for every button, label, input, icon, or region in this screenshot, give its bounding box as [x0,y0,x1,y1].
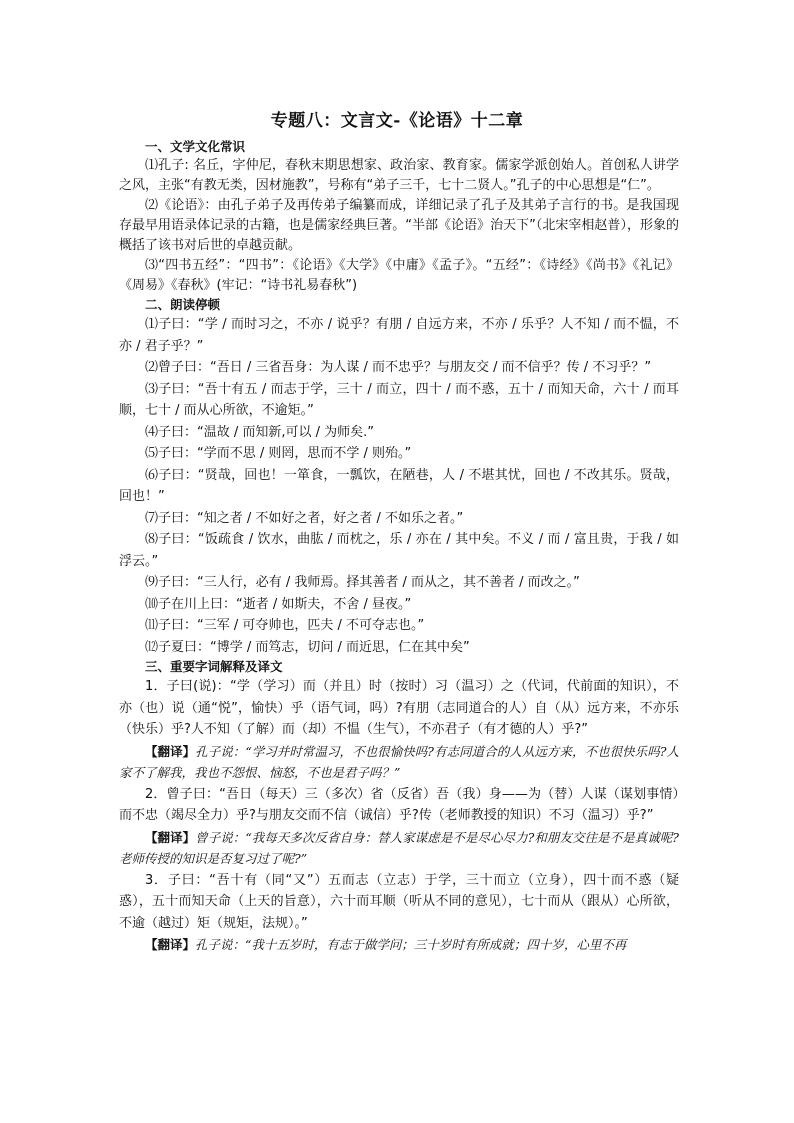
paragraph: ⑴孔子: 名丘，字仲尼，春秋末期思想家、政治家、教育家。儒家学派创始人。首创私人讲学之风，主张“有教无类，因材施教”，号称有“弟子三千，七十二贤人。”孔子的中心思想是“仁”。 [119,158,679,193]
recitation-item: ⑻子曰：“饭疏食 / 饮水，曲肱 / 而枕之，乐 / 亦在 / 其中矣。不义 / 而 / 富且贵，于我 / 如浮云。” [119,532,679,569]
section-heading-2: 二、朗读停顿 [145,297,221,312]
translation-text: 曾子说：“我每天多次反省自身：替人家谋虑是不是尽心尽力?和朋友交往是不是真诚呢?老师传授的知识是否复习过了呢?” [119,829,679,866]
translation [119,934,679,956]
document-body [119,138,679,956]
recitation-item: ⑿子夏曰：“博学 / 而笃志，切问 / 而近思，仁在其中矣” [145,639,470,655]
recitation-item: ⑴子曰：“学 / 而时习之，不亦 / 说乎？有朋 / 自远方来，不亦 / 乐乎？人不知 / 而不愠，不亦 / 君子乎？” [119,317,679,354]
annotated-passage: 2．曾子曰：“吾日（每天）三（多次）省（反省）吾（我）身——为（替）人谋（谋划事情）而不忠（竭尽全力）乎?与朋友交而不信（诚信）乎?传（老师教授的知识）不习（温习）乎?” [119,786,679,823]
section-heading-1: 一、文学文化常识 [145,139,246,154]
translation-text: 孔子说：“我十五岁时，有志于做学问；三十岁时有所成就；四十岁，心里不再 [195,937,627,952]
page-title: 专题八：文言文-《论语》十二章 [270,111,524,131]
recitation-item: ⑺子曰：“知之者 / 不如好之者，好之者 / 不如乐之者。” [145,510,464,526]
paragraph: ⑵《论语》：由孔子弟子及再传弟子编纂而成，详细记录了孔子及其弟子言行的书。是我国现存最早用语录体记录的古籍，也是儒家经典巨著。“半部《论语》治天下”（北宋宰相赵普），形象的概括了该书对后世的卓越贡献。 [119,198,679,253]
section-heading-3: 三、重要字词解释及译文 [145,659,283,674]
recitation-item: ⑼子曰：“三人行，必有 / 我师焉。择其善者 / 而从之，其不善者 / 而改之。” [145,575,580,590]
recitation-item: ⑽子在川上曰：“逝者 / 如斯夫，不舍 / 昼夜。” [145,596,412,612]
translation-tag: 【翻译】 [145,937,196,952]
translation [119,827,679,870]
translation-text: 孔子说：“学习并时常温习，不也很愉快吗?有志同道合的人从远方来，不也很快乐吗?人家不了解我，我也不怨恨、恼怒，不也是君子吗？” [119,743,679,780]
recitation-item: ⑵曾子曰：“吾日 / 三省吾身：为人谋 / 而不忠乎？与朋友交 / 而不信乎？传 / 不习乎？” [145,360,652,375]
paragraph: ⑶“四书五经”：“四书”：《论语》《大学》《中庸》《孟子》。“五经”：《诗经》《尚书》《礼记》《周易》《春秋》(牢记：“诗书礼易春秋”) [119,258,679,293]
recitation-item: ⑾子曰：“三军 / 可夺帅也，匹夫 / 不可夺志也。” [145,618,425,633]
translation [119,741,679,784]
translation-tag: 【翻译】 [145,829,196,845]
recitation-item: ⑷子曰：“温故 / 而知新,可以 / 为师矣.” [145,424,375,440]
annotated-passage: 1．子曰(说)：“学（学习）而（并且）时（按时）习（温习）之（代词，代前面的知识），不亦（也）说（通“悦”，愉快）乎（语气词，吗）?有朋（志同道合的人）自（从）远方来，不亦乐（快乐）乎?人不知（了解）而（却）不愠（生气），不亦君子（有才德的人）乎?” [119,679,679,737]
recitation-item: ⑹子曰：“贤哉，回也！一箪食，一瓢饮，在陋巷，人 / 不堪其忧，回也 / 不改其乐。贤哉，回也！” [119,467,679,504]
translation-tag: 【翻译】 [145,743,196,759]
recitation-item: ⑶子曰：“吾十有五 / 而志于学，三十 / 而立，四十 / 而不惑，五十 / 而知天命，六十 / 而耳顺，七十 / 而从心所欲，不逾矩。” [119,381,679,418]
recitation-item: ⑸子曰：“学而不思 / 则罔，思而不学 / 则殆。” [145,446,412,461]
annotated-passage: 3．子曰：“吾十有（同“又”）五而志（立志）于学，三十而立（立身），四十而不惑（疑惑），五十而知天命（上天的旨意），六十而耳顺（听从不同的意见），七十而从（跟从）心所欲，不逾（越过）矩（规矩，法规）。” [119,872,679,931]
